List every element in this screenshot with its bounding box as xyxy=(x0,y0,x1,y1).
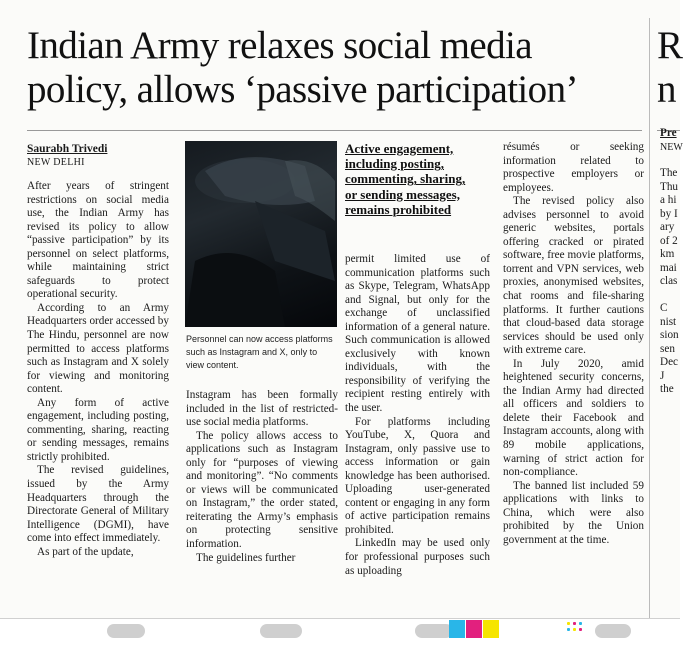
adjacent-line: The xyxy=(660,167,678,179)
adjacent-byline: Pre xyxy=(660,127,677,139)
magenta-swatch xyxy=(466,620,482,638)
adjacent-line: nist xyxy=(660,316,677,328)
hands-holding-phone-photo xyxy=(185,141,337,327)
pull-quote-line: commenting, sharing, xyxy=(345,171,466,187)
paragraph: For platforms including YouTube, X, Quora and Instagram, only passive use to access information or gain knowledge has been authorised. Uploading user-generated content or engaging in any form of active participation remains prohibited. xyxy=(345,415,490,536)
adjacent-dateline: NEW xyxy=(660,142,683,153)
adjacent-line: sen xyxy=(660,343,675,355)
headline xyxy=(27,24,642,112)
adjacent-line: J xyxy=(660,370,665,382)
article-column-3 xyxy=(345,253,490,578)
paragraph: As part of the update, xyxy=(37,545,134,558)
registration-mark xyxy=(107,624,145,638)
paragraph: résumés or seeking information related to prospective employers or employees. xyxy=(503,141,644,194)
adjacent-headline-line-2: n xyxy=(657,68,677,111)
adjacent-line: a hi xyxy=(660,194,677,206)
paragraph: The guidelines further xyxy=(196,551,296,564)
photo-illustration xyxy=(185,141,337,327)
cyan-swatch xyxy=(449,620,465,638)
adjacent-line: sion xyxy=(660,329,679,341)
adjacent-line: Dec xyxy=(660,356,679,368)
column-divider xyxy=(649,18,650,618)
registration-mark xyxy=(595,624,631,638)
pull-quote-line: remains prohibited xyxy=(345,201,452,217)
paragraph: According to an Army Headquarters order accessed by The Hindu, personnel are now permitted to access platforms such as Instagram and X solely for viewing and monitoring content. xyxy=(27,301,169,396)
adjacent-line: clas xyxy=(660,275,678,287)
headline-line-2: policy, allows ‘passive participation’ xyxy=(27,68,578,111)
adjacent-line: km xyxy=(660,248,675,260)
pull-quote-line: including posting, xyxy=(345,156,444,172)
paragraph: LinkedIn may be used only for professional purposes such as uploading xyxy=(345,537,490,577)
color-dots-mark xyxy=(565,619,587,637)
paragraph: Instagram has been formally included in the list of restricted-use social media platforms. xyxy=(186,389,338,429)
article-column-2 xyxy=(186,389,338,565)
adjacent-line: by I xyxy=(660,208,678,220)
pull-quote-line: or sending messages, xyxy=(345,186,460,202)
dateline: NEW DELHI xyxy=(27,157,85,168)
paragraph: The banned list included 59 applications with links to China, which were also prohibited by the Union government at the time. xyxy=(503,479,644,546)
headline-line-1: Indian Army relaxes social media xyxy=(27,24,532,67)
pull-quote-line: Active engagement, xyxy=(345,141,454,156)
adjacent-line: Thu xyxy=(660,181,679,193)
adjacent-line: of 2 xyxy=(660,235,678,247)
byline: Saurabh Trivedi xyxy=(27,143,108,155)
paragraph: In July 2020, amid heightened security concerns, the Indian Army had directed all officers and soldiers to delete their Facebook and Instagram accounts, along with 89 mobile applications, warning of strict action for non-compliance. xyxy=(503,357,644,479)
pull-quote xyxy=(345,141,477,217)
paragraph: The revised guidelines, issued by the Army Headquarters through the Directorate General of Military Intelligence (DGMI), have come into effect immediately. xyxy=(27,464,169,545)
article-column-4 xyxy=(503,141,644,547)
article-column-1 xyxy=(27,180,169,559)
headline-rule xyxy=(27,130,642,131)
adjacent-line: C xyxy=(660,302,668,314)
adjacent-line: ary xyxy=(660,221,675,233)
adjacent-headline-line-1: R xyxy=(657,24,683,67)
paragraph: Any form of active engagement, including posting, commenting, sharing, reacting or sending messages, remains strictly prohibited. xyxy=(27,396,169,463)
adjacent-headline xyxy=(657,24,683,112)
paragraph: The policy allows access to applications such as Instagram only for “purposes of viewing and monitoring”. “No comments or views will be communicated on Instagram,” the order stated, reiterating the Army’s emphasis on protecting sensitive information. xyxy=(186,429,338,551)
registration-mark xyxy=(415,624,453,638)
adjacent-line: the xyxy=(660,383,674,395)
yellow-swatch xyxy=(483,620,499,638)
paragraph: permit limited use of communication platforms such as Skype, Telegram, WhatsApp and Signal, but only for the exchange of unclassified information of a general nature. Such communication is allowed exclusively with known individuals, with the responsibility of verifying the recipient resting entirely with the user. xyxy=(345,253,490,415)
paragraph: The revised policy also advises personnel to avoid generic websites, portals offering cracked or pirated software, free movie platforms, torrent and VPN services, web proxies, anonymised websites, chat rooms and file-sharing platforms. It further cautions that cloud-based data storage services should be used only with extreme care. xyxy=(503,195,644,357)
registration-mark xyxy=(260,624,302,638)
adjacent-line: mai xyxy=(660,262,677,274)
paragraph: After years of stringent restrictions on social media use, the Indian Army has revised its policy to allow “passive participation” by its personnel on select platforms, while maintaining strict safeguards to protect operational security. xyxy=(27,180,169,301)
photo-caption: Personnel can now access platforms such as Instagram and X, only to view content. xyxy=(186,334,333,370)
